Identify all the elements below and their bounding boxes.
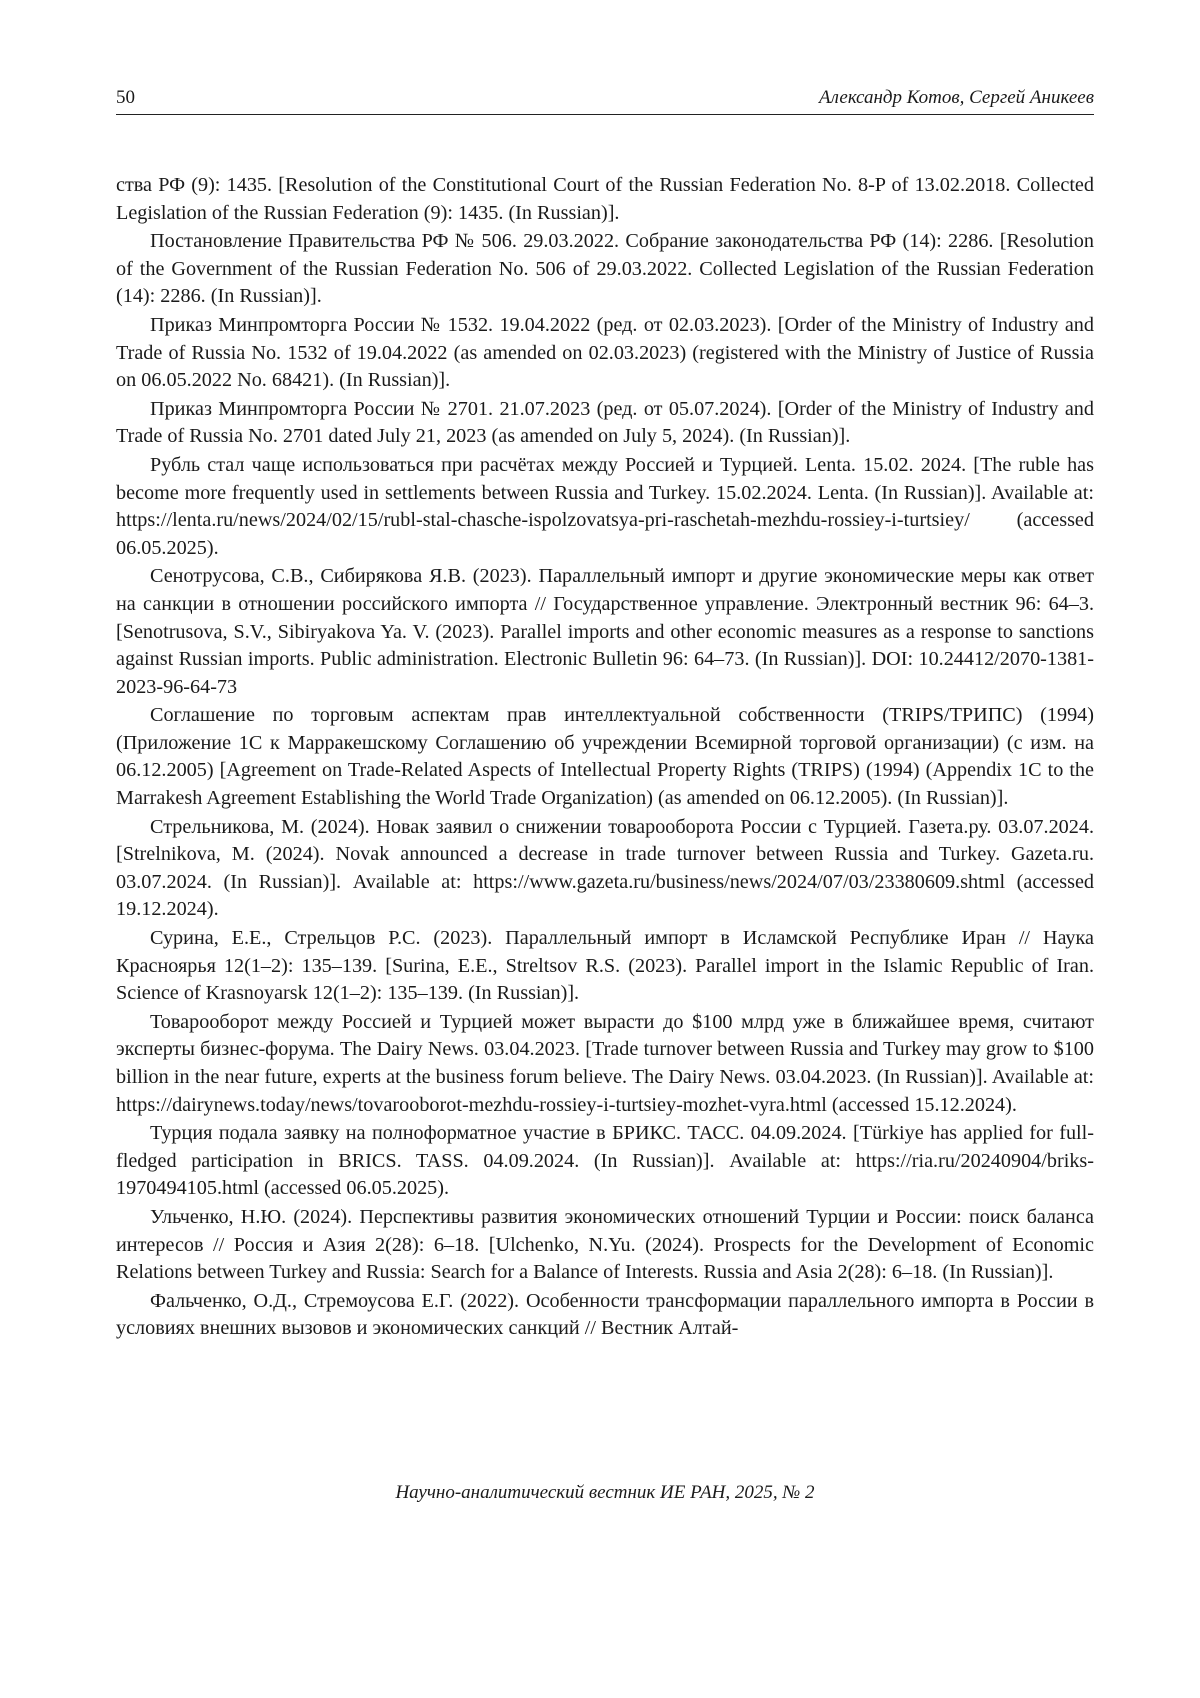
reference-list bbox=[116, 172, 1094, 1344]
header-authors: Александр Котов, Сергей Аникеев bbox=[819, 87, 1094, 108]
reference-entry: Соглашение по торговым аспектам прав интеллектуальной собственности (TRIPS/ТРИПС) (1994) (Приложение 1C к Марракешскому Соглашению об учреждении Всемирной торговой организации) (с изм. на 06.12.2005) [Agreement on Trade-Related Aspects of Intellectual Property Rights (TRIPS) (1994) (Appendix 1C to the Marrakesh Agreement Establishing the World Trade Organization) (as amended on 06.12.2005). (In Russian)]. bbox=[116, 704, 1094, 810]
page-number: 50 bbox=[116, 87, 135, 108]
reference-entry: Фальченко, О.Д., Стремоусова Е.Г. (2022). Особенности трансформации параллельного импорта в России в условиях внешних вызовов и экономических санкций // Вестник Алтай- bbox=[116, 1289, 1094, 1340]
reference-entry: Ульченко, Н.Ю. (2024). Перспективы развития экономических отношений Турции и России: поиск баланса интересов // Россия и Азия 2(28): 6–18. [Ulchenko, N.Yu. (2024). Prospects for the Development of Economic Relations between Turkey and Russia: Search for a Balance of Interests. Russia and Asia 2(28): 6–18. (In Russian)]. bbox=[116, 1205, 1094, 1284]
reference-entry: Сенотрусова, С.В., Сибирякова Я.В. (2023). Параллельный импорт и другие экономические меры как ответ на санкции в отношении российского импорта // Государственное управление. Электронный вестник 96: 64–3. [Senotrusova, S.V., Sibiryakova Ya. V. (2023). Parallel imports and other economic measures as a response to sanctions against Russian imports. Public administration. Electronic Bulletin 96: 64–73. (In Russian)]. DOI: 10.24412/2070-1381-2023-96-64-73 bbox=[116, 565, 1094, 698]
journal-page bbox=[116, 0, 1094, 1698]
running-header bbox=[116, 84, 1094, 115]
reference-entry: Приказ Минпромторга России № 1532. 19.04.2022 (ред. от 02.03.2023). [Order of the Ministry of Industry and Trade of Russia No. 1532 of 19.04.2022 (as amended on 02.03.2023) (registered with the Ministry of Justice of Russia on 06.05.2022 No. 68421). (In Russian)]. bbox=[116, 313, 1094, 392]
reference-entry: Товарооборот между Россией и Турцией может вырасти до $100 млрд уже в ближайшее время, считают эксперты бизнес-форума. The Dairy News. 03.04.2023. [Trade turnover between Russia and Turkey may grow to $100 billion in the near future, experts at the business forum believe. The Dairy News. 03.04.2023. (In Russian)]. Available at: https://dairynews.today/news/tovaro​oborot-mezhdu-rossiey-i-turtsiey-mozhet-vyra.html (accessed 15.12.2024). bbox=[116, 1010, 1094, 1116]
reference-entry-continued: ства РФ (9): 1435. [Resolution of the Constitutional Court of the Russian Federation No. 8-P of 13.02.2018. Collected Legislation of the Russian Federation (9): 1435. (In Russian)]. bbox=[116, 174, 1094, 224]
reference-entry: Постановление Правительства РФ № 506. 29.03.2022. Собрание законодательства РФ (14): 2286. [Resolution of the Government of the Russian Federation No. 506 of 29.03.2022. Collected Legislation of the Russian Federation (14): 2286. (In Russian)]. bbox=[116, 230, 1094, 308]
running-footer: Научно-аналитический вестник ИЕ РАН, 2025, № 2 bbox=[395, 1482, 815, 1503]
reference-entry: Турция подала заявку на полноформатное участие в БРИКС. ТАСС. 04.09.2024. [Türkiye has applied for full-fledged participation in BRICS. TASS. 04.09.2024. (In Russian)]. Available at: https://ria.ru/20240904/briks-1970494105.html (accessed 06.05.2025). bbox=[116, 1122, 1094, 1200]
reference-entry: Стрельникова, М. (2024). Новак заявил о снижении товарооборота России с Турцией. Газета.ру. 03.07.2024. [Strelnikova, M. (2024). Novak announced a decrease in trade turnover between Russia and Turkey. Gazeta.ru. 03.07.2024. (In Russian)]. Available at: https://www.gazeta.ru/business/news/2024/07/03/23380609.shtml (accessed 19.12.2024). bbox=[116, 815, 1094, 921]
reference-entry: Рубль стал чаще использоваться при расчётах между Россией и Турцией. Lenta. 15.02. 2024. [The ruble has become more frequently used in settlements between Russia and Turkey. 15.02.2024. Lenta. (In Russian)]. Available at: https://lenta.ru/news/2024/02/15/rubl-stal-chasche-​ispolzovatsya-pri-raschetah-mezhdu-rossiey-i-turtsiey/ (accessed 06.05.2025). bbox=[116, 453, 1094, 559]
reference-entry: Приказ Минпромторга России № 2701. 21.07.2023 (ред. от 05.07.2024). [Order of the Ministry of Industry and Trade of Russia No. 2701 dated July 21, 2023 (as amended on July 5, 2024). (In Russian)]. bbox=[116, 397, 1094, 448]
reference-entry: Сурина, Е.Е., Стрельцов Р.С. (2023). Параллельный импорт в Исламской Республике Иран // Наука Красноярья 12(1–2): 135–139. [Surina, E.E., Streltsov R.S. (2023). Parallel import in the Islamic Republic of Iran. Science of Krasnoyarsk 12(1–2): 135–139. (In Russian)]. bbox=[116, 927, 1094, 1005]
